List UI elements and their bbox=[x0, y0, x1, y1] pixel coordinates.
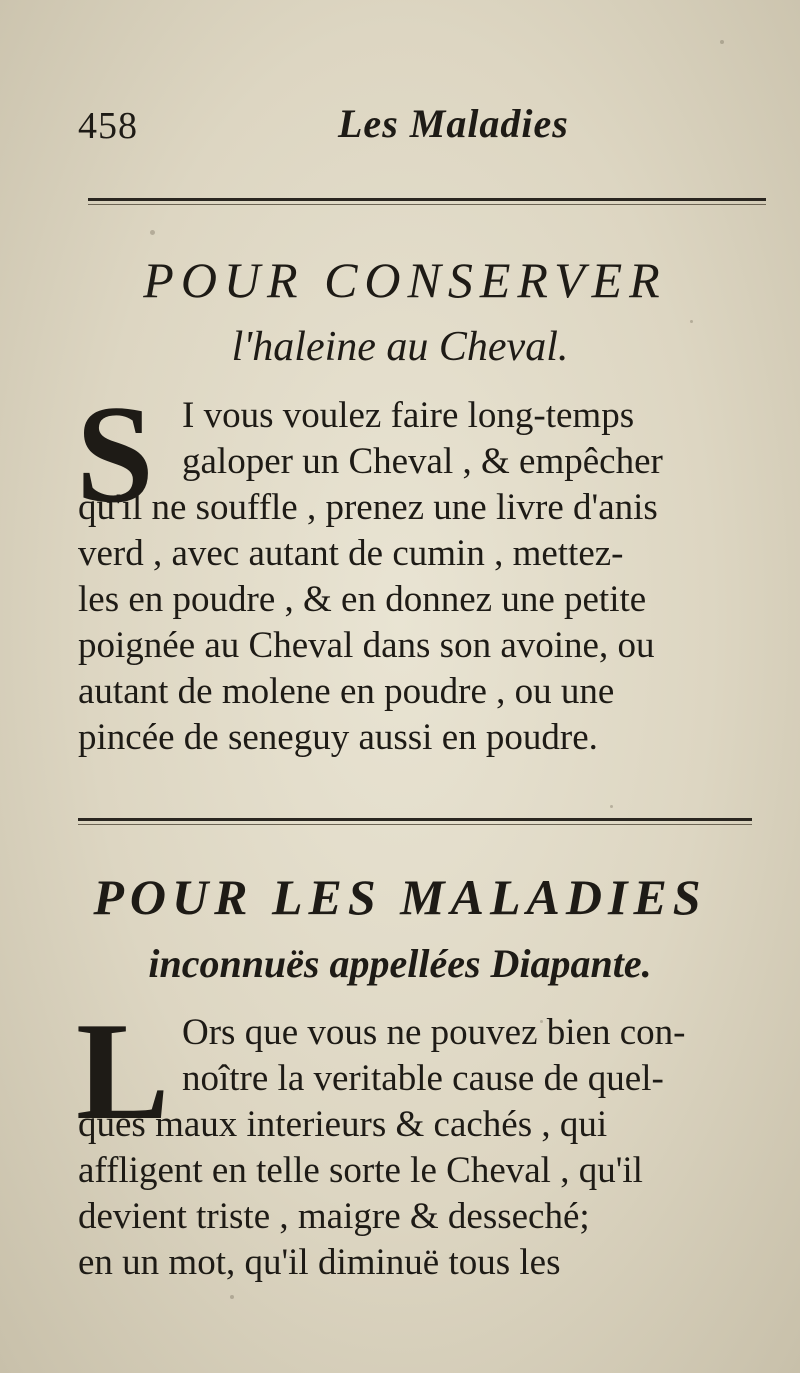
paper-speck bbox=[610, 805, 613, 808]
text-line: pincée de seneguy aussi en poudre. bbox=[78, 717, 598, 758]
text-line: en un mot, qu'il diminuë tous les bbox=[78, 1242, 561, 1283]
drop-cap: L bbox=[76, 994, 170, 1149]
section-maladies-inconnues bbox=[0, 862, 800, 1373]
section-heading: POUR CONSERVER bbox=[143, 252, 667, 308]
middle-rule bbox=[78, 818, 752, 821]
paper-speck bbox=[150, 230, 155, 235]
section-conserver-haleine bbox=[0, 245, 800, 793]
section-paragraph bbox=[76, 377, 766, 793]
text-line: verd , avec autant de cumin , mettez- bbox=[78, 533, 624, 574]
text-line: affligent en telle sorte le Cheval , qu'il bbox=[78, 1150, 643, 1191]
text-line: autant de molene en poudre , ou une bbox=[78, 671, 615, 712]
running-title: Les Maladies bbox=[338, 101, 569, 146]
text-line: qu'il ne souffle , prenez une livre d'anis bbox=[78, 487, 658, 528]
section-subheading: l'haleine au Cheval. bbox=[231, 324, 569, 370]
text-line: noître la veritable cause de quel- bbox=[182, 1058, 664, 1099]
drop-cap: S bbox=[76, 377, 154, 532]
page-number: 458 bbox=[78, 105, 138, 147]
text-line: galoper un Cheval , & empêcher bbox=[182, 441, 663, 482]
text-line: les en poudre , & en donnez une petite bbox=[78, 579, 647, 620]
running-head bbox=[0, 92, 800, 152]
section-paragraph bbox=[76, 994, 766, 1373]
top-rule bbox=[88, 198, 766, 201]
text-line: ques maux interieurs & cachés , qui bbox=[78, 1104, 608, 1145]
paper-speck bbox=[720, 40, 724, 44]
text-line: Ors que vous ne pouvez bien con- bbox=[182, 1012, 686, 1053]
text-line: devient triste , maigre & desseché; bbox=[78, 1196, 590, 1237]
section-subheading: inconnuës appellées Diapante. bbox=[148, 941, 652, 986]
section-heading: POUR LES MALADIES bbox=[93, 869, 707, 925]
text-line: I vous voulez faire long-temps bbox=[182, 395, 635, 436]
text-line: poignée au Cheval dans son avoine, ou bbox=[78, 625, 655, 666]
